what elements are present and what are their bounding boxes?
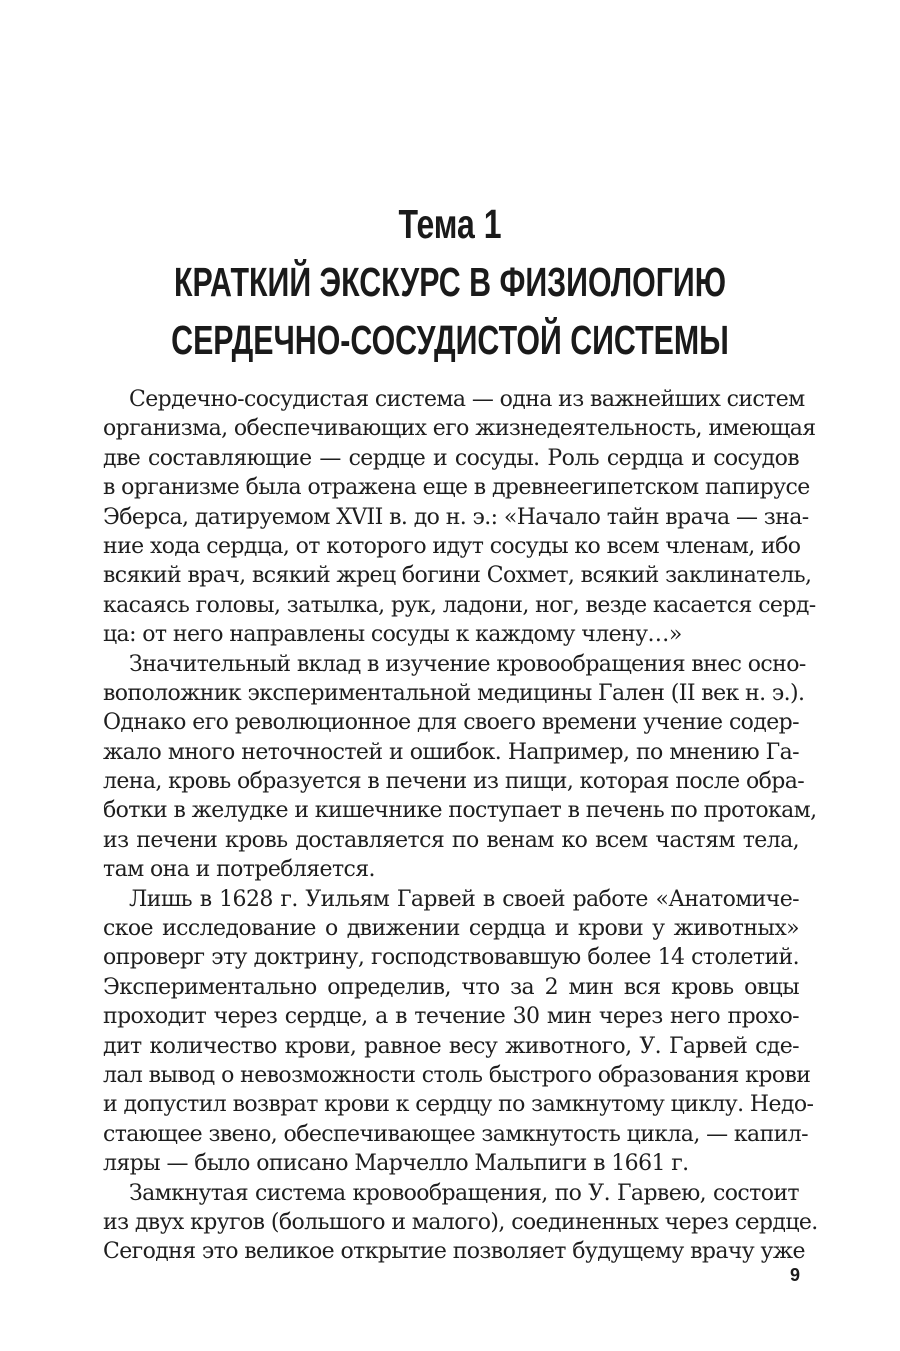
text-line: Лишь в 1628 г. Уильям Гарвей в своей работе «Анатомиче- bbox=[129, 886, 799, 912]
topic-title-line-1: КРАТКИЙ ЭКСКУРС В ФИЗИОЛОГИЮ bbox=[173, 259, 727, 305]
body-text bbox=[103, 385, 818, 1267]
text-line: опроверг эту доктрину, господствовавшую более 14 столетий. bbox=[103, 945, 799, 971]
text-line: ляры — было описано Марчелло Мальпиги в 1661 г. bbox=[103, 1151, 689, 1177]
text-line: ское исследование о движении сердца и крови у животных» bbox=[103, 916, 799, 942]
text-line: там она и потребляется. bbox=[103, 857, 375, 883]
text-line: в организме была отражена еще в древнеегипетском папирусе bbox=[103, 475, 810, 501]
text-line: Замкнутая система кровообращения, по У. Гарвею, состоит bbox=[129, 1180, 799, 1206]
text-line: две составляющие — сердце и сосуды. Роль сердца и сосудов bbox=[103, 445, 799, 471]
text-line: Эберса, датируемом XVII в. до н. э.: «Начало тайн врача — зна- bbox=[103, 504, 809, 530]
topic-number: Тема 1 bbox=[398, 201, 502, 247]
text-line: ние хода сердца, от которого идут сосуды ко всем членам, ибо bbox=[103, 533, 801, 559]
page-number: 9 bbox=[789, 1265, 800, 1285]
text-line: воположник экспериментальной медицины Гален (II век н. э.). bbox=[103, 680, 805, 706]
text-line: стающее звено, обеспечивающее замкнутость цикла, — капил- bbox=[103, 1121, 808, 1147]
text-line: из двух кругов (большого и малого), соединенных через сердце. bbox=[103, 1209, 818, 1235]
text-line: проходит через сердце, а в течение 30 мин через него прохо- bbox=[103, 1004, 799, 1030]
text-line: организма, обеспечивающих его жизнедеятельность, имеющая bbox=[103, 416, 816, 442]
text-line: ца: от него направлены сосуды к каждому члену…» bbox=[103, 622, 682, 648]
text-line: Экспериментально определив, что за 2 мин вся кровь овцы bbox=[103, 974, 799, 1000]
text-line: лена, кровь образуется в печени из пищи, которая после обра- bbox=[103, 769, 805, 795]
text-line: Сердечно-сосудистая система — одна из важнейших систем bbox=[129, 387, 805, 412]
text-line: всякий врач, всякий жрец богини Сохмет, всякий заклинатель, bbox=[103, 563, 812, 589]
text-line: лал вывод о невозможности столь быстрого образования крови bbox=[103, 1062, 811, 1088]
text-line: касаясь головы, затылка, рук, ладони, ног, везде касается серд- bbox=[103, 592, 816, 618]
text-line: из печени кровь доставляется по венам ко всем частям тела, bbox=[103, 827, 799, 853]
text-line: жало много неточностей и ошибок. Например, по мнению Га- bbox=[103, 739, 799, 765]
topic-title-line-2: СЕРДЕЧНО-СОСУДИСТОЙ СИСТЕМЫ bbox=[171, 317, 729, 363]
text-line: Значительный вклад в изучение кровообращения внес осно- bbox=[129, 651, 806, 677]
text-line: Однако его революционное для своего времени учение содер- bbox=[103, 710, 799, 736]
text-line: Сегодня это великое открытие позволяет будущему врачу уже bbox=[103, 1239, 805, 1265]
text-line: дит количество крови, равное весу животного, У. Гарвей сде- bbox=[103, 1033, 799, 1059]
text-line: и допустил возврат крови к сердцу по замкнутому циклу. Недо- bbox=[103, 1092, 814, 1118]
text-line: ботки в желудке и кишечнике поступает в печень по протокам, bbox=[103, 798, 817, 824]
